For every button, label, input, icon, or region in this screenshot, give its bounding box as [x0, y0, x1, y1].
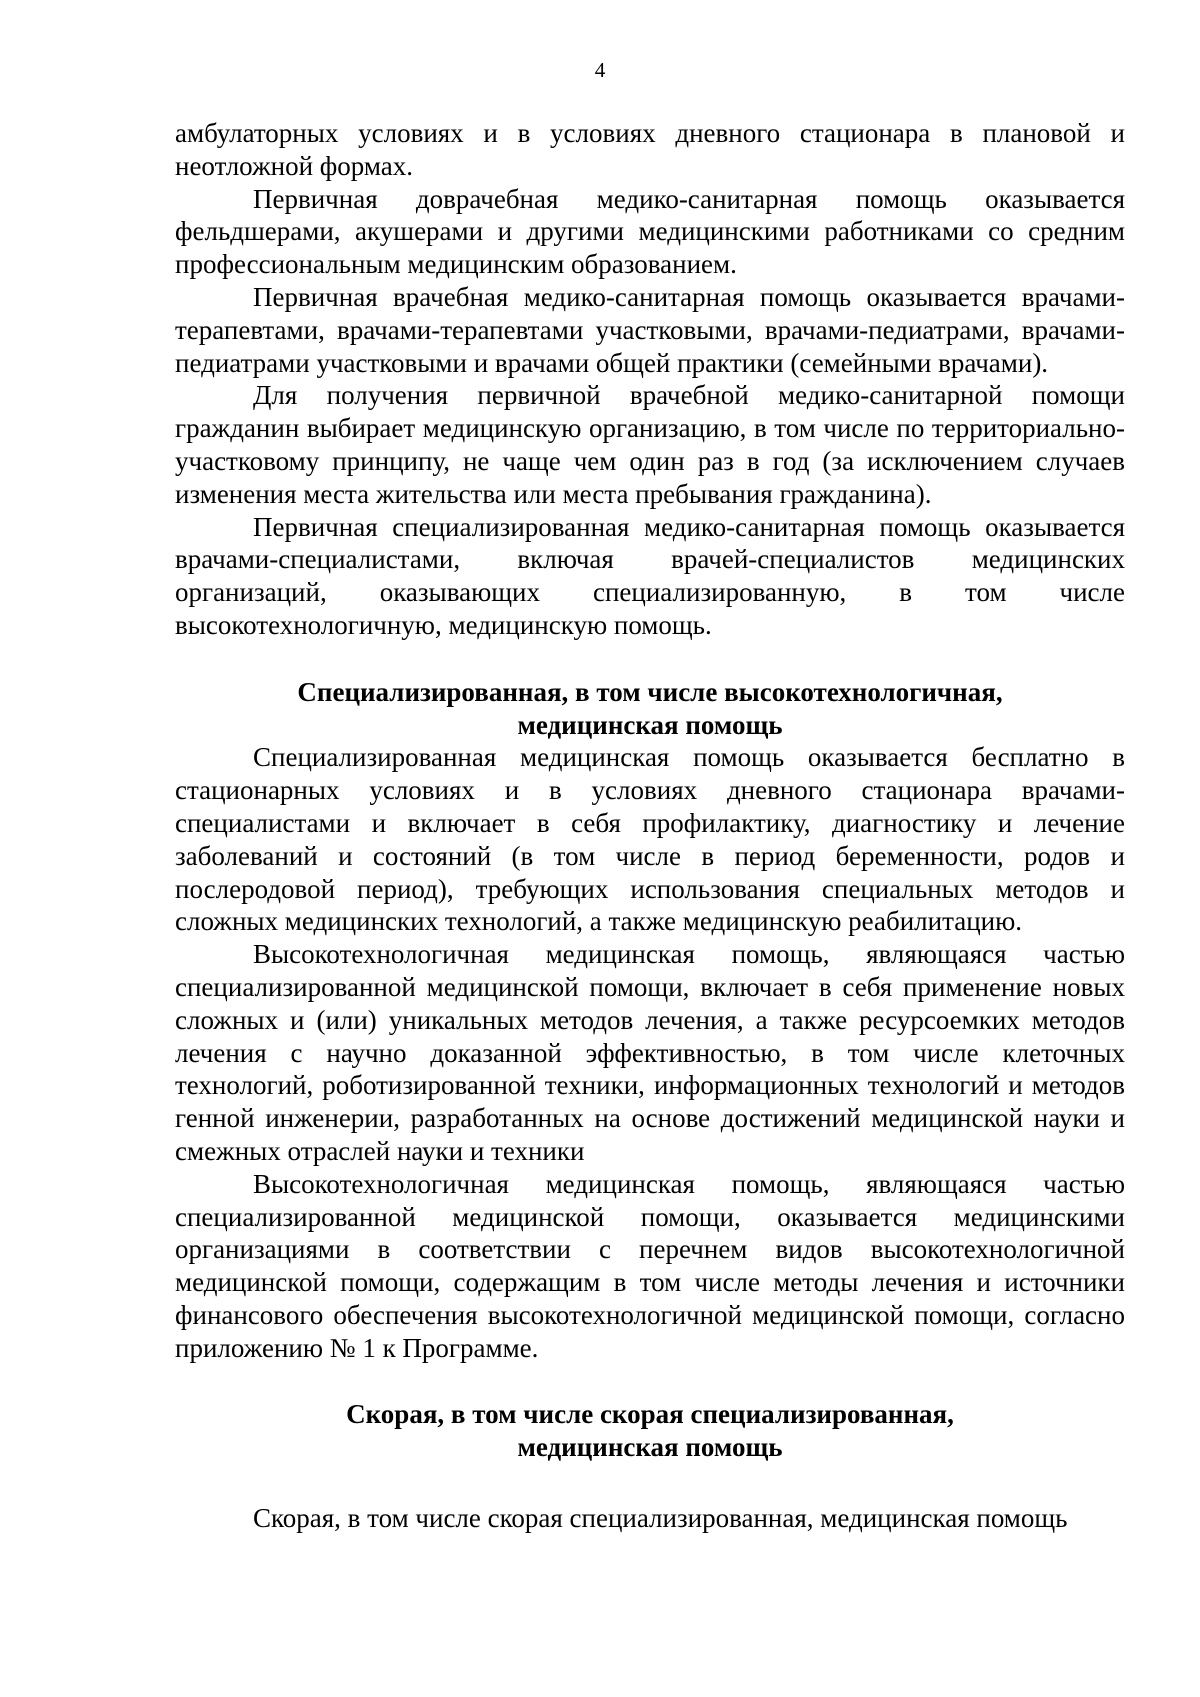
- paragraph-continuation: амбулаторных условиях и в условиях дневного стационара в плановой и неотложной формах.: [175, 118, 1125, 181]
- paragraph-choosing-organization: Для получения первичной врачебной медико-санитарной помощи гражданин выбирает медицинскую организацию, в том числе по территориально-участковому принципу, не чаще чем один раз в год (за исключением случаев изменения места жительства или места пребывания гражданина).: [175, 380, 1125, 509]
- section-heading-line: медицинская помощь: [517, 1432, 783, 1463]
- section-heading-line: Скорая, в том числе скорая специализированная,: [346, 1399, 954, 1430]
- paragraph-primary-physician-care: Первичная врачебная медико-санитарная помощь оказывается врачами-терапевтами, врачами-терапевтами участковыми, врачами-педиатрами, врачами-педиатрами участковыми и врачами общей практики (семейными врачами).: [175, 281, 1125, 378]
- document-body: [175, 117, 1125, 1535]
- paragraph-specialized-care: Специализированная медицинская помощь оказывается бесплатно в стационарных условиях и в условиях дневного стационара врачами-специалистами и включает в себя профилактику, диагностику и лечение заболеваний и состояний (в том числе в период беременности, родов и послеродовой период), требующих использования специальных методов и сложных медицинских технологий, а также медицинскую реабилитацию.: [175, 742, 1125, 937]
- paragraph-pre-medical-care: Первичная доврачебная медико-санитарная помощь оказывается фельдшерами, акушерами и другими медицинскими работниками со средним профессиональным медицинским образованием.: [175, 183, 1125, 280]
- section-heading-line: медицинская помощь: [517, 709, 783, 740]
- paragraph-emergency-care: Скорая, в том числе скорая специализированная, медицинская помощь: [253, 1503, 1068, 1534]
- page-number: 4: [594, 58, 606, 82]
- paragraph-high-tech-care-list: Высокотехнологичная медицинская помощь, являющаяся частью специализированной медицинской помощи, оказывается медицинскими организациями в соответствии с перечнем видов высокотехнологичной медицинской помощи, содержащим в том числе методы лечения и источники финансового обеспечения высокотехнологичной медицинской помощи, согласно приложению № 1 к Программе.: [175, 1168, 1125, 1363]
- section-heading-line: Специализированная, в том числе высокотехнологичная,: [297, 676, 1003, 707]
- section-heading-emergency: [175, 1398, 1125, 1464]
- paragraph-high-tech-care-methods: Высокотехнологичная медицинская помощь, являющаяся частью специализированной медицинской помощи, включает в себя применение новых сложных и (или) уникальных методов лечения, а также ресурсоемких методов лечения с научно доказанной эффективностью, в том числе клеточных технологий, роботизированной техники, информационных технологий и методов генной инженерии, разработанных на основе достижений медицинской науки и смежных отраслей науки и техники: [175, 939, 1125, 1166]
- paragraph-primary-specialized-care: Первичная специализированная медико-санитарная помощь оказывается врачами-специалистами, включая врачей-специалистов медицинских организаций, оказывающих специализированную, в том числе высокотехнологичную, медицинскую помощь.: [175, 511, 1125, 640]
- section-heading-specialized: [175, 676, 1125, 742]
